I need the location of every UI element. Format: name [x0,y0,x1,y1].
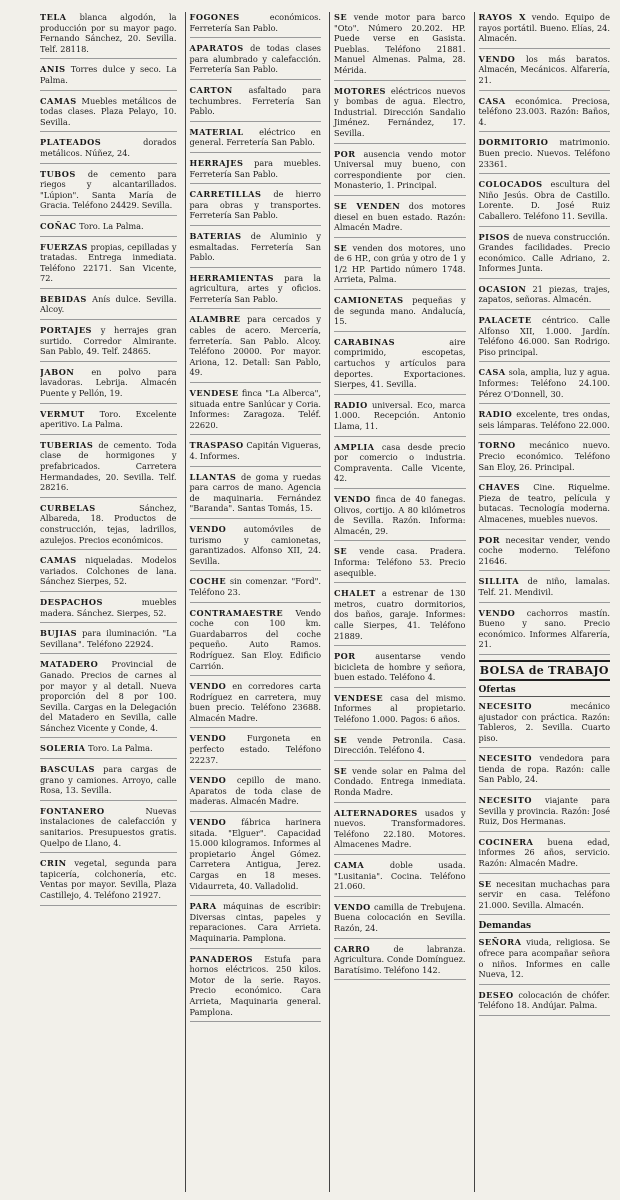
ad-text: cachorros mastín. Bueno y sano. Precio económico. Informes Alfarería, 21. [478,607,610,650]
classified-ad [479,409,611,435]
classified-ad [190,775,322,812]
ad-text: de cemento. Toda clase de hormigones y prefabricados. Carretera Hermandades, 20. Sevilla. Telf. 28216. [40,439,177,493]
ad-keyword: ANIS [40,64,66,75]
classified-ad [479,284,611,310]
ad-text: viajante para Sevilla y provincia. Razón: José Ruiz, Dos Hermanas. [478,795,610,827]
classified-ad [40,169,177,216]
ad-text: Toro. Excelente aperitivo. La Palma. [40,408,177,430]
ad-keyword: TUBOS [40,168,76,179]
classified-ad [479,12,611,49]
ad-text: mecánico nuevo. Precio económico. Teléfono San Eloy, 26. Principal. [478,440,610,472]
ad-text: Provincial de Ganado. Precios de carnes al por mayor y al detall. Nueva proporción del 8 por 100. Sevilla. Cargas en la Delegación del Matadero en Sevilla, calle Sánchez Vicente y Conde, 4. [40,659,177,733]
ad-text: Nuevas instalaciones de calefacción y sanitarios. Presupuestos gratis. Quelpo de Llano, 4. [40,805,177,848]
ad-keyword: VENDO [189,523,227,534]
classified-ad [334,442,466,489]
ad-keyword: APARATOS [189,43,244,54]
ad-keyword: SEÑORA [478,937,522,948]
classified-ad [334,149,466,196]
ad-text: de niño, lamalas. Telf. 21. Mendivil. [478,576,610,597]
ad-keyword: CAMAS [40,555,77,566]
ad-keyword: TORNO [478,440,516,451]
classified-ad [40,96,177,133]
ad-keyword: PARA [189,901,217,912]
ad-text: escultura del Niño Jesús. Obra de Castillo. Lorente. D. José Ruiz Caballero. Teléfono 11. Sevilla. [478,179,610,221]
classified-ad [479,96,611,133]
ad-text: pequeñas y de segunda mano. Andalucía, 15. [334,295,466,327]
ad-text: finca "La Alberca", situada entre Sanlúcar y Coria. Informes: Zaragoza. Teléf. 22620. [189,388,321,430]
ad-text: viuda, religiosa. Se ofrece para acompañar señora o niños. Informes en calle Nueva, 12. [478,937,610,980]
ad-text: Estufa para hornos eléctricos. 250 kilos. Motor de la serie. Rayos. Precio económico. Cara Arrieta, Maquinaria general. Pamplona. [189,953,321,1017]
ad-text: ausentarse vendo bicicleta de hombre y señora, buen estado. Teléfono 4. [334,651,466,683]
ad-keyword: HERRAMIENTAS [189,272,274,283]
ad-keyword: COCHE [189,576,227,587]
classified-ad [40,764,177,801]
ad-keyword: SE [478,878,492,889]
classified-ad [479,315,611,362]
ad-text: 21 piezas, trajes, zapatos, señoras. Almacén. [478,283,610,305]
ad-text: a estrenar de 130 metros, cuatro dormitorios, dos baños, garaje. Informes: calle Sierpes, 41. Teléfono 21889. [334,588,466,641]
ad-keyword: CAMA [334,860,365,870]
ad-text: vendedora para tienda de ropa. Razón: calle San Pablo, 24. [478,753,610,785]
classified-ad [334,902,466,939]
ad-keyword: CAMIONETAS [334,295,404,306]
ad-text: niqueladas. Modelos variados. Colchones de lana. Sánchez Sierpes, 52. [40,555,177,587]
column-3 [329,12,466,1192]
ad-keyword: PLATEADOS [40,137,102,148]
ad-keyword: CARRETILLAS [189,189,262,200]
classified-ad [40,64,177,90]
ad-keyword: FUERZAS [40,241,88,252]
ad-keyword: BEBIDAS [40,293,87,304]
classified-ad [40,367,177,404]
ad-text: céntrico. Calle Alfonso XII, 1.000. Jardín. Teléfono 46.000. San Rodrigo. Piso principal. [478,315,610,357]
classified-ad [40,659,177,738]
ad-keyword: COÑAC [40,220,77,231]
subheading-offers: Ofertas [479,684,611,697]
ad-keyword: CARTON [189,84,233,95]
ad-keyword: COCINERA [478,836,534,847]
classified-ad [479,367,611,404]
classified-ad [190,472,322,519]
classified-ad [40,503,177,550]
classified-ad [40,743,177,759]
ad-text: necesitan muchachas para servir en casa. Teléfono 21.000. Sevilla. Almacén. [478,878,610,910]
classified-ad [190,733,322,770]
ad-text: asfaltado para techumbres. Ferretería San Pablo. [189,84,321,117]
ad-text: propias, cepilladas y tratadas. Entrega inmediata. Teléfono 22171. San Vicente, 72. [40,241,177,284]
classified-ad [40,12,177,59]
classified-ad [190,43,322,80]
ad-text: económicos. Ferretería San Pablo. [189,12,321,33]
ad-keyword: BASCULAS [40,764,95,775]
classified-ad [190,273,322,310]
ad-keyword: TELA [40,12,67,22]
ad-keyword: RADIO [334,399,368,410]
ad-keyword: SE [334,765,348,776]
ad-text: vende casa. Pradera. Informa: Teléfono 53. Precio asequible. [334,546,466,578]
ad-text: Toro. La Palma. [76,220,144,231]
classified-ad [40,325,177,362]
ad-text: venden dos motores, uno de 6 HP., con grúa y otro de 1 y 1/2 HP. Partido número 1748. Arrieta, Palma. [334,242,466,285]
classified-ad [334,243,466,290]
ad-keyword: MATADERO [40,659,99,670]
ad-keyword: FOGONES [189,12,240,22]
ad-keyword: VENDESE [189,388,239,399]
classified-ad [190,954,322,1023]
ad-keyword: SOLERIA [40,743,86,754]
ad-keyword: LLANTAS [189,471,237,482]
classified-ad [40,137,177,163]
ad-keyword: CHALET [334,588,376,599]
ad-keyword: BATERIAS [189,230,242,241]
ad-keyword: AMPLIA [334,441,375,452]
ad-text: colocación de chófer. Teléfono 18. Andújar. Palma. [478,989,610,1011]
classified-ad [334,546,466,583]
ad-text: eléctricos nuevos y bombas de agua. Electro, Industrial. Dirección Sandalio Jiménez. Fernández, 17. Sevilla. [334,85,466,138]
ad-text: usados y nuevos. Transformadores. Teléfono 22.180. Motores. Almacenes Madre. [334,807,466,850]
ad-text: Anís dulce. Sevilla. Alcoy. [40,293,177,315]
classified-ad [479,179,611,226]
classified-ad [190,189,322,226]
column-4 [474,12,611,1192]
classified-ad [190,817,322,896]
classified-ad [40,555,177,592]
ad-keyword: TRASPASO [189,440,244,451]
column-2 [185,12,322,1192]
ad-text: de cemento para riegos y alcantarillados. "Lúpion". Santa María de Gracia. Teléfono 24429. Sevilla. [40,168,177,211]
classified-ad [190,12,322,38]
ad-keyword: PORTAJES [40,325,92,336]
ad-text: Toro. La Palma. [85,743,153,754]
ad-text: de todas clases para alumbrado y calefacción. Ferretería San Pablo. [189,43,321,75]
ad-text: vende Petronila. Casa. Dirección. Teléfono 4. [334,734,466,756]
ad-keyword: CHAVES [478,482,521,493]
classified-ad [334,860,466,897]
ad-text: fábrica harinera sitada. "Elguer". Capacidad 15.000 kilogramos. Informes al propietario Ángel Gómez. Carretera Antigua, Jerez. Cargas en 18 meses. Vidaurreta, 40. Valladolid. [189,817,321,891]
classified-ad [190,524,322,571]
ad-text: máquinas de escribir: Diversas cintas, papeles y reparaciones. Cara Arrieta. Maquinaria. Pamplona. [189,901,321,943]
classified-ad [334,400,466,437]
ad-keyword: VENDO [478,53,516,64]
classified-ad [334,693,466,730]
ad-keyword: SILLITA [478,576,520,587]
ad-keyword: PISOS [478,231,510,242]
column-1 [40,12,177,1192]
ad-text: eléctrico en general. Ferretería San Pablo. [189,126,321,148]
ad-text: sin comenzar. "Ford". Teléfono 23. [189,576,321,597]
ad-text: Cine. Riquelme. Pieza de teatro, película y butacas. Tecnología moderna. Almacenes, muebles nuevos. [478,482,610,524]
classified-ad [479,535,611,572]
ad-keyword: CASA [478,95,506,106]
classified-ad [334,337,466,395]
ad-text: para la agricultura, artes y oficios. Ferretería San Pablo. [189,272,321,304]
classified-ad [40,858,177,905]
ad-keyword: POR [478,534,501,545]
classified-ad [40,409,177,435]
classified-ad [479,440,611,477]
ad-keyword: FONTANERO [40,805,105,816]
section-heading: BOLSA de TRABAJO [479,660,611,681]
ad-text: aire comprimido, escopetas, cartuchos y artículos para deportes. Exportaciones. Sierpes, 41. Sevilla. [334,336,466,390]
ad-text: mecánico ajustador con práctica. Razón: Tableros, 2. Sevilla. Cuarto piso. [478,700,610,743]
ad-text: Vendo coche con 100 km. Guardabarros del coche pequeño. Auto Ramos. Rodríguez. San Eloy. Edificio Carrión. [189,607,321,671]
classified-ad [479,701,611,748]
classified-ad [479,753,611,790]
ad-keyword: MOTORES [334,85,386,96]
ad-text: casa desde precio por comercio o industria. Compraventa. Calle Vicente, 42. [334,441,466,484]
ad-keyword: ALAMBRE [189,314,241,325]
ad-keyword: BUJIAS [40,628,78,639]
ad-text: vende solar en Palma del Condado. Entrega inmediata. Ronda Madre. [334,765,466,798]
ad-text: vende motor para barco "Oto". Número 20.202. HP. Puede verse en Gasista. Pueblas. Teléfono 21881. Manuel Almenas. Palma, 28. Mérida. [334,12,466,75]
ad-keyword: CARRO [334,943,371,954]
ad-text: para cercados y cables de acero. Mercería, ferretería. San Pablo. Alcoy. Teléfono 20000. Por mayor. Ariona, 12. Detall: San Pablo, 49. [189,314,321,378]
classified-ad [190,608,322,677]
ad-keyword: VENDESE [334,692,384,703]
ad-keyword: POR [334,651,356,662]
classified-ad [190,388,322,435]
ad-text: buena edad, informes 26 años, servicio. Razón: Almacén Madre. [478,836,610,869]
ad-text: económica. Preciosa, teléfono 23.003. Razón: Baños, 4. [478,95,610,127]
ad-text: universal. Eco, marca 1.000. Recepción. Antonio Llama, 11. [334,399,466,431]
classified-ad [479,879,611,916]
subheading-demands: Demandas [479,920,611,933]
ad-keyword: PANADEROS [189,953,253,964]
ad-text: dos motores diesel en buen estado. Razón: Almacén Madre. [334,200,466,233]
ad-text: Sánchez, Albareda, 18. Productos de construcción, tejas, ladrillos, azulejos. Precios económicos. [40,502,177,545]
ad-text: automóviles de turismo y camionetas, garantizados. Alfonso XII, 24. Sevilla. [189,523,321,566]
classified-ad [40,440,177,498]
ad-text: dorados metálicos. Núñez, 24. [40,137,177,158]
ad-keyword: TUBERIAS [40,439,94,450]
ad-keyword: RAYOS X [478,12,526,22]
ad-text: sola, amplia, luz y agua. Informes: Teléfono 24.100. Pérez O'Donnell, 30. [478,367,610,399]
ad-keyword: SE [334,546,348,557]
ad-keyword: NECESITO [478,753,532,764]
ad-text: los más baratos. Almacén, Mecánicos. Alfarería, 21. [478,53,610,85]
ad-keyword: COLOCADOS [478,179,543,190]
ad-keyword: VENDO [334,901,371,912]
ad-text: Torres dulce y seco. La Palma. [40,64,177,85]
ad-keyword: MATERIAL [189,126,244,137]
classified-ad [40,628,177,654]
ad-keyword: NECESITO [478,795,532,806]
classified-ad [479,990,611,1016]
ad-keyword: VENDO [478,607,516,618]
ad-keyword: VENDO [189,733,227,744]
ad-text: de goma y ruedas para carros de mano. Agencia de maquinaria. Fernández "Baranda". Santas Tomás, 15. [189,471,321,514]
ad-keyword: VERMUT [40,408,85,419]
ad-keyword: PALACETE [478,315,532,326]
ad-text: vendo. Equipo de rayos portátil. Bueno. Elías, 24. Almacén. [478,12,610,44]
classified-ad [479,137,611,174]
classified-ad [40,221,177,237]
ad-keyword: CONTRAMAESTRE [189,607,284,618]
ad-text: cepillo de mano. Aparatos de toda clase de maderas. Almacén Madre. [189,775,321,807]
classified-ad [479,232,611,279]
classified-ad [334,735,466,761]
classified-ad [334,12,466,81]
ad-keyword: SE VENDEN [334,200,401,211]
ad-text: casa del mismo. Informes al propietario. Teléfono 1.000. Pagos: 6 años. [334,692,466,725]
classified-ad [40,806,177,853]
classified-ad [334,808,466,855]
classified-ad [334,86,466,144]
classified-ad [479,837,611,874]
classified-ad [190,576,322,602]
classified-ad [190,314,322,383]
ad-keyword: RADIO [478,409,513,420]
ad-text: de labranza. Agricultura. Conde Domínguez. Baratísimo. Teléfono 142. [334,943,466,975]
classified-ad [40,597,177,623]
ad-keyword: VENDO [189,817,227,828]
ad-text: finca de 40 fanegas. Olivos, cortijo. A 80 kilómetros de Sevilla. Razón. Informa: Almacén, 29. [334,493,466,536]
ad-keyword: VENDO [334,493,371,504]
classified-ad [334,494,466,541]
ad-text: de nueva construcción. Grandes facilidades. Precio económico. Calle Adriano, 2. Informes Junta. [478,231,610,274]
classified-ad [190,901,322,948]
classified-ad [190,158,322,184]
ad-keyword: CAMAS [40,95,77,106]
ad-text: ausencia vendo motor Universal muy bueno, con correspondiente por cien. Monasterio, 1. Principal. [334,148,466,191]
ad-keyword: JABON [40,366,75,377]
ad-keyword: POR [334,148,356,159]
ad-text: Furgoneta en perfecto estado. Teléfono 22237. [189,733,321,765]
ad-keyword: DESEO [478,989,514,1000]
ad-keyword: CURBELAS [40,502,96,513]
classified-ad [190,127,322,153]
ad-text: doble usada. "Lusitania". Cocina. Teléfono 21.060. [334,860,466,892]
ad-keyword: NECESITO [478,700,532,711]
ad-text: matrimonio. Buen precio. Nuevos. Teléfono 23361. [478,137,610,169]
classified-ad [334,201,466,238]
ad-text: y herrajes gran surtido. Corredor Almirante. San Pablo, 49. Telf. 24865. [40,325,177,357]
ad-keyword: CRIN [40,858,67,869]
classified-ad [190,681,322,728]
ad-text: para muebles. Ferretería San Pablo. [189,157,321,179]
classified-ad [40,242,177,289]
ad-keyword: OCASION [478,283,527,294]
ad-keyword: DORMITORIO [478,137,549,148]
classified-columns [40,12,610,1192]
ad-text: camilla de Trebujena. Buena colocación en Sevilla. Razón, 24. [334,901,466,933]
ad-text: en corredores carta Rodríguez en carretera, muy buen precio. Teléfono 23688. Almacén Madre. [189,681,321,723]
ad-keyword: SE [334,12,348,22]
classified-ad [334,944,466,981]
ad-keyword: HERRAJES [189,157,244,168]
classified-ad [479,576,611,602]
ad-text: en polvo para lavadoras. Lebrija. Almacén Puente y Pellón, 19. [40,366,177,399]
classified-ad [479,795,611,832]
classified-ad [479,608,611,655]
ad-text: para cargas de grano y camiones. Arroyo, calle Rosa, 13. Sevilla. [40,764,177,796]
ad-keyword: CASA [478,367,506,378]
ad-keyword: VENDO [189,681,227,692]
classified-ad [190,231,322,268]
classified-ad [334,766,466,803]
classified-ad [479,937,611,984]
classified-ad [479,54,611,91]
ad-text: muebles madera. Sánchez. Sierpes, 52. [40,596,177,618]
ad-keyword: ALTERNADORES [334,807,418,818]
ad-keyword: DESPACHOS [40,596,103,607]
ad-text: Capitán Vigueras, 4. Informes. [189,440,321,461]
classified-ad [190,85,322,122]
classified-ad [40,294,177,320]
classified-ad [479,482,611,529]
ad-text: Muebles metálicos de todas clases. Plaza Pelayo, 10. Sevilla. [40,95,177,127]
ad-keyword: VENDO [189,775,227,786]
classified-ad [334,588,466,646]
ad-text: excelente, tres ondas, seis lámparas. Teléfono 22.000. [478,409,610,430]
ad-keyword: SE [334,734,348,745]
ad-text: blanca algodón, la producción por su mayor pago. Fernando Sánchez, 20. Sevilla. Telf. 28118. [40,12,177,54]
ad-text: para iluminación. "La Sevillana". Teléfono 22924. [40,628,177,649]
ad-text: de Aluminio y esmaltadas. Ferretería San Pablo. [189,230,321,263]
classified-ad [334,295,466,332]
ad-text: vegetal, segunda para tapicería, colchonería, etc. Ventas por mayor. Sevilla, Plaza Castillejo, 4. Teléfono 21927. [40,858,177,900]
ad-keyword: CARABINAS [334,336,396,347]
classified-ad [334,651,466,688]
ad-text: necesitar vender, vendo coche moderno. Teléfono 21646. [478,534,610,566]
ad-text: de hierro para obras y transportes. Ferretería San Pablo. [189,189,321,221]
ad-keyword: SE [334,242,348,253]
classified-ad [190,440,322,466]
